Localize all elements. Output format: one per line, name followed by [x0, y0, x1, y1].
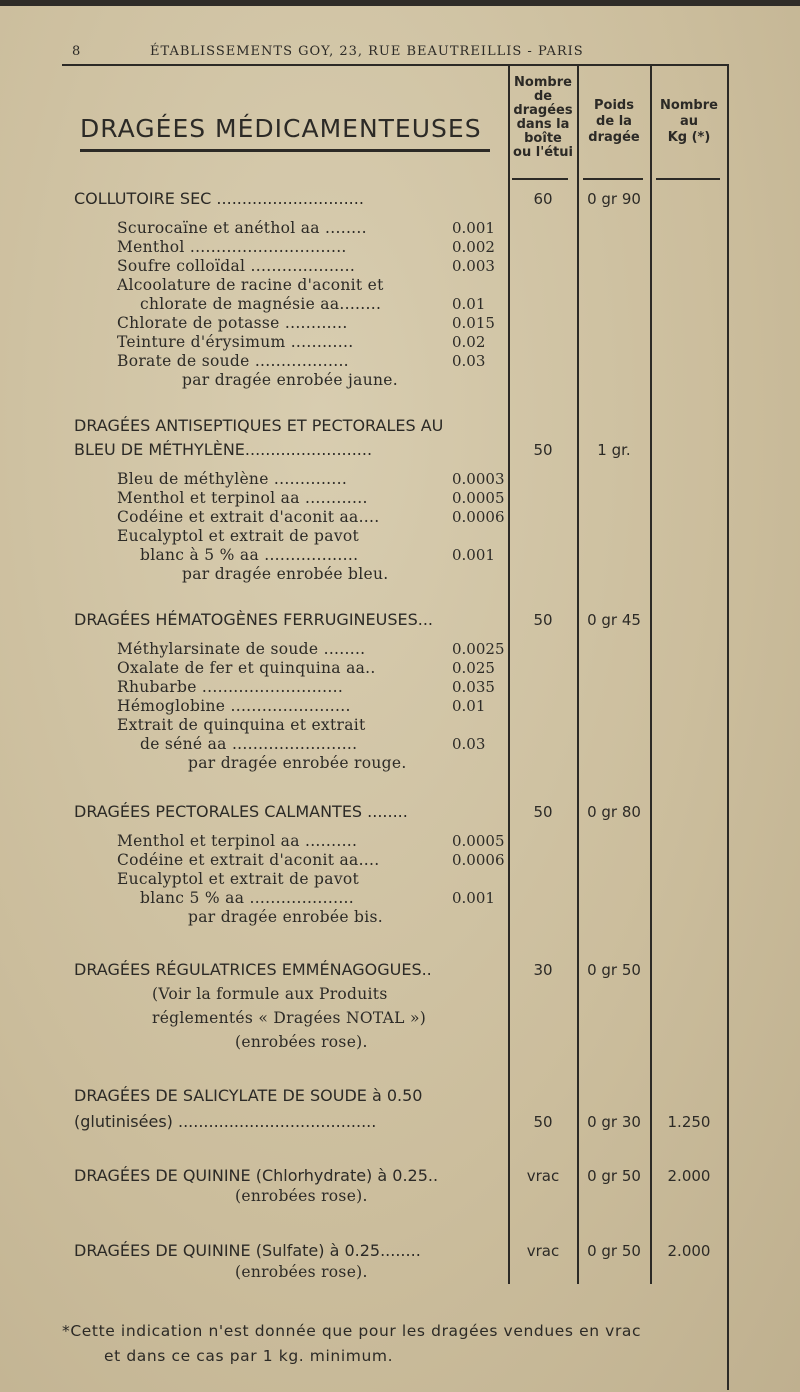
page-number: 8	[72, 44, 81, 59]
ingredient: Soufre colloïdal ....................	[117, 257, 356, 275]
ingredient-qty: 0.002	[452, 238, 495, 256]
ingredient: Alcoolature de racine d'aconit et	[117, 276, 384, 294]
ingredient: Chlorate de potasse ............	[117, 314, 348, 332]
running-head: ÉTABLISSEMENTS GOY, 23, RUE BEAUTREILLIS - PARIS	[150, 44, 584, 59]
dragee-weight: 0 gr 50	[587, 1242, 641, 1260]
box-count: 30	[533, 961, 553, 979]
ingredient-qty: 0.0006	[452, 851, 505, 869]
section-heading: DRAGÉES PECTORALES CALMANTES ........	[74, 802, 408, 821]
ingredient-qty: 0.01	[452, 697, 486, 715]
ingredient: Codéine et extrait d'aconit aa....	[117, 851, 380, 869]
dragee-weight: 0 gr 30	[587, 1113, 641, 1131]
ingredient: Menthol ..............................	[117, 238, 347, 256]
section-heading: DRAGÉES ANTISEPTIQUES ET PECTORALES AU	[74, 416, 444, 435]
col-header-count-line: dans la	[516, 117, 570, 132]
ingredient: Teinture d'érysimum ............	[117, 333, 354, 351]
ingredient: Oxalate de fer et quinquina aa..	[117, 659, 376, 677]
ingredient-qty: 0.03	[452, 352, 486, 370]
dragee-weight: 0 gr 45	[587, 611, 641, 629]
section-heading: DRAGÉES RÉGULATRICES EMMÉNAGOGUES..	[74, 960, 432, 979]
box-count: 60	[533, 190, 553, 208]
ingredient-qty: 0.0025	[452, 640, 505, 658]
dragee-weight: 1 gr.	[597, 441, 631, 459]
ingredient-qty: 0.001	[452, 219, 495, 237]
ingredient: Borate de soude ..................	[117, 352, 349, 370]
ingredient: chlorate de magnésie aa........	[140, 295, 382, 313]
col-header-weight-line: Poids	[594, 98, 634, 113]
coating-note: par dragée enrobée jaune.	[182, 371, 398, 389]
col-header-kg-line: au	[679, 114, 699, 129]
right-frame	[727, 64, 729, 1390]
page-title: DRAGÉES MÉDICAMENTEUSES	[80, 114, 482, 143]
coating-note: par dragée enrobée rouge.	[188, 754, 407, 772]
note-line: (enrobées rose).	[235, 1033, 368, 1051]
ingredient-qty: 0.025	[452, 659, 495, 677]
col-header-kg-line: Nombre	[660, 98, 718, 113]
section-heading: DRAGÉES DE QUININE (Chlorhydrate) à 0.25..	[74, 1166, 439, 1185]
section-heading: DRAGÉES HÉMATOGÈNES FERRUGINEUSES...	[74, 610, 433, 629]
ingredient-qty: 0.015	[452, 314, 495, 332]
top-edge-bar	[0, 0, 800, 6]
section-heading: (glutinisées) .......................................	[74, 1112, 377, 1131]
col1-head-rule	[512, 178, 568, 180]
ingredient: Méthylarsinate de soude ........	[117, 640, 366, 658]
note-line: réglementés « Dragées NOTAL »)	[152, 1009, 427, 1027]
per-kg-count: 2.000	[667, 1242, 711, 1260]
box-count: vrac	[526, 1242, 560, 1260]
col-header-count	[508, 76, 578, 160]
col-header-weight-line: dragée	[588, 130, 640, 145]
dragee-weight: 0 gr 90	[587, 190, 641, 208]
ingredient: blanc 5 % aa ....................	[140, 889, 355, 907]
note-line: (enrobées rose).	[235, 1263, 368, 1281]
column-divider-3	[650, 64, 652, 1284]
ingredient: Scurocaïne et anéthol aa ........	[117, 219, 367, 237]
column-divider-1	[508, 64, 510, 1284]
dragee-weight: 0 gr 80	[587, 803, 641, 821]
section-heading: DRAGÉES DE SALICYLATE DE SOUDE à 0.50	[74, 1086, 423, 1105]
col-header-count-line: dragées	[513, 103, 573, 118]
note-line: (enrobées rose).	[235, 1187, 368, 1205]
ingredient-qty: 0.001	[452, 546, 495, 564]
per-kg-count: 1.250	[667, 1113, 711, 1131]
ingredient: blanc à 5 % aa ..................	[140, 546, 359, 564]
col-header-count-line: boîte	[524, 131, 562, 146]
ingredient: Eucalyptol et extrait de pavot	[117, 870, 360, 888]
ingredient: Menthol et terpinol aa ............	[117, 489, 368, 507]
per-kg-count: 2.000	[667, 1167, 711, 1185]
column-divider-2	[577, 64, 579, 1284]
ingredient: Extrait de quinquina et extrait	[117, 716, 366, 734]
box-count: 50	[533, 611, 553, 629]
ingredient-qty: 0.03	[452, 735, 486, 753]
col-header-count-line: de	[533, 89, 553, 104]
title-underline	[80, 149, 490, 152]
ingredient: Bleu de méthylène ..............	[117, 470, 348, 488]
box-count: 50	[533, 803, 553, 821]
ingredient-qty: 0.035	[452, 678, 495, 696]
box-count: 50	[533, 1113, 553, 1131]
col2-head-rule	[583, 178, 643, 180]
ingredient-qty: 0.001	[452, 889, 495, 907]
col-header-count-line: Nombre	[514, 75, 572, 90]
col-header-count-line: ou l'étui	[513, 145, 573, 160]
section-heading: DRAGÉES DE QUININE (Sulfate) à 0.25........	[74, 1241, 421, 1260]
header-rule	[62, 64, 728, 66]
ingredient: Rhubarbe ...........................	[117, 678, 344, 696]
box-count: vrac	[526, 1167, 560, 1185]
ingredient-qty: 0.0003	[452, 470, 505, 488]
section-heading: COLLUTOIRE SEC .............................	[74, 189, 364, 208]
ingredient-qty: 0.003	[452, 257, 495, 275]
section-heading: BLEU DE MÉTHYLÈNE.........................	[74, 440, 373, 459]
note-line: (Voir la formule aux Produits	[152, 985, 388, 1003]
col-header-weight-line: de la	[596, 114, 632, 129]
ingredient: Hémoglobine .......................	[117, 697, 351, 715]
footnote-line-1: *Cette indication n'est donnée que pour les dragées vendues en vrac	[62, 1322, 642, 1340]
ingredient: Codéine et extrait d'aconit aa....	[117, 508, 380, 526]
box-count: 50	[533, 441, 553, 459]
col-header-kg-line: Kg (*)	[667, 130, 711, 145]
col3-head-rule	[656, 178, 720, 180]
dragee-weight: 0 gr 50	[587, 1167, 641, 1185]
ingredient-qty: 0.0005	[452, 489, 505, 507]
ingredient: de séné aa ........................	[140, 735, 358, 753]
ingredient-qty: 0.0005	[452, 832, 505, 850]
dragee-weight: 0 gr 50	[587, 961, 641, 979]
col-header-weight	[578, 98, 650, 146]
footnote-line-2: et dans ce cas par 1 kg. minimum.	[104, 1347, 394, 1365]
ingredient-qty: 0.0006	[452, 508, 505, 526]
coating-note: par dragée enrobée bis.	[188, 908, 384, 926]
ingredient-qty: 0.01	[452, 295, 486, 313]
ingredient: Menthol et terpinol aa ..........	[117, 832, 358, 850]
ingredient: Eucalyptol et extrait de pavot	[117, 527, 360, 545]
coating-note: par dragée enrobée bleu.	[182, 565, 389, 583]
col-header-kg	[651, 98, 727, 146]
ingredient-qty: 0.02	[452, 333, 486, 351]
